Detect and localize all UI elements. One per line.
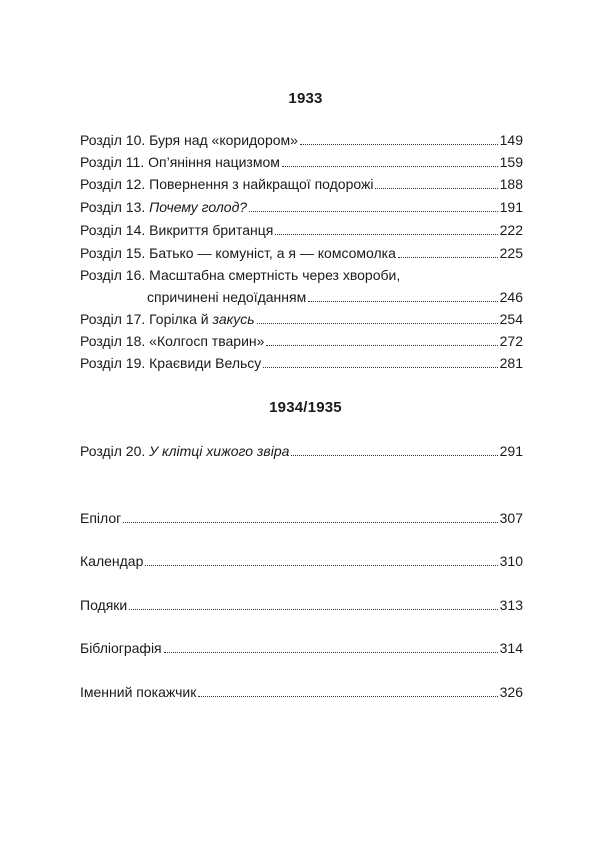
chapter-prefix: Розділ 14. — [80, 222, 146, 238]
page-number: 159 — [499, 154, 523, 170]
page-number: 310 — [499, 553, 523, 569]
chapter-title-line1: Масштабна смертність через хвороби, — [149, 267, 401, 283]
page-number: 149 — [499, 132, 523, 148]
chapter-prefix: Розділ 16. — [80, 267, 146, 283]
toc-entry-chapter-17[interactable] — [80, 309, 523, 329]
dot-leader — [263, 367, 497, 368]
toc-entry-chapter-13[interactable] — [80, 197, 523, 217]
dot-leader — [129, 609, 497, 610]
page-number: 313 — [499, 597, 523, 613]
chapter-title-italic: закусь — [212, 311, 255, 327]
chapter-title: Викриття британця — [149, 222, 274, 238]
toc-entry-calendar[interactable] — [80, 551, 523, 571]
page-number: 272 — [499, 333, 523, 349]
toc-entry-chapter-12[interactable] — [80, 174, 523, 194]
page-number: 314 — [499, 640, 523, 656]
page-number: 307 — [499, 510, 523, 526]
toc-entry-chapter-18[interactable] — [80, 331, 523, 351]
chapter-title: Почему голод? — [149, 199, 248, 215]
page-number: 254 — [499, 311, 523, 327]
entry-title: Іменний покажчик — [80, 684, 197, 700]
toc-entry-chapter-16[interactable] — [147, 287, 523, 307]
chapter-prefix: Розділ 19. — [80, 355, 146, 371]
dot-leader — [145, 565, 497, 566]
dot-leader — [275, 234, 497, 235]
chapter-title: Батько — комуніст, а я — комсомолка — [149, 245, 396, 261]
section-heading-1934-1935: 1934/1935 — [269, 399, 342, 416]
chapter-prefix: Розділ 17. — [80, 311, 146, 327]
dot-leader — [249, 211, 498, 212]
dot-leader — [123, 522, 497, 523]
dot-leader — [308, 301, 497, 302]
chapter-prefix: Розділ 11. — [80, 154, 145, 170]
toc-entry-chapter-19[interactable] — [80, 353, 523, 373]
dot-leader — [282, 166, 498, 167]
chapter-title: У клітці хижого звіра — [149, 443, 290, 459]
chapter-title: «Колгосп тварин» — [149, 333, 265, 349]
chapter-prefix: Розділ 15. — [80, 245, 146, 261]
dot-leader — [198, 696, 497, 697]
page-number: 191 — [499, 199, 523, 215]
toc-entry-chapter-11[interactable] — [80, 152, 523, 172]
toc-entry-chapter-16-line1[interactable] — [80, 265, 400, 285]
chapter-title: Повернення з найкращої подорожі — [149, 176, 374, 192]
entry-title: Бібліографія — [80, 640, 162, 656]
entry-title: Епілог — [80, 510, 122, 526]
chapter-title: Краєвиди Вельсу — [149, 355, 262, 371]
dot-leader — [398, 257, 498, 258]
page-number: 225 — [499, 245, 523, 261]
chapter-prefix: Розділ 20. — [80, 443, 146, 459]
toc-entry-chapter-10[interactable] — [80, 130, 523, 150]
dot-leader — [164, 652, 498, 653]
toc-entry-epilogue[interactable] — [80, 508, 523, 528]
section-heading-1933: 1933 — [288, 90, 323, 107]
page-number: 188 — [499, 176, 523, 192]
toc-entry-name-index[interactable] — [80, 682, 523, 702]
page-number: 291 — [499, 443, 523, 459]
chapter-title: Горілка й — [149, 311, 213, 327]
page-number: 281 — [499, 355, 523, 371]
dot-leader — [291, 455, 497, 456]
chapter-title: Оп’яніння нацизмом — [148, 154, 280, 170]
toc-entry-bibliography[interactable] — [80, 638, 523, 658]
chapter-prefix: Розділ 13. — [80, 199, 146, 215]
entry-title: Подяки — [80, 597, 128, 613]
toc-entry-chapter-14[interactable] — [80, 220, 523, 240]
chapter-prefix: Розділ 10. — [80, 132, 146, 148]
page-number: 222 — [499, 222, 523, 238]
dot-leader — [257, 323, 498, 324]
toc-entry-chapter-15[interactable] — [80, 243, 523, 263]
dot-leader — [300, 144, 498, 145]
chapter-prefix: Розділ 18. — [80, 333, 146, 349]
page-number: 326 — [499, 684, 523, 700]
entry-title: Календар — [80, 553, 144, 569]
chapter-title: Буря над «коридором» — [149, 132, 298, 148]
chapter-prefix: Розділ 12. — [80, 176, 146, 192]
toc-entry-chapter-20[interactable] — [80, 441, 523, 461]
toc-entry-acknowledgements[interactable] — [80, 595, 523, 615]
page-number: 246 — [499, 289, 523, 305]
dot-leader — [266, 345, 497, 346]
dot-leader — [375, 188, 497, 189]
chapter-title: спричинені недоїданням — [147, 289, 307, 305]
